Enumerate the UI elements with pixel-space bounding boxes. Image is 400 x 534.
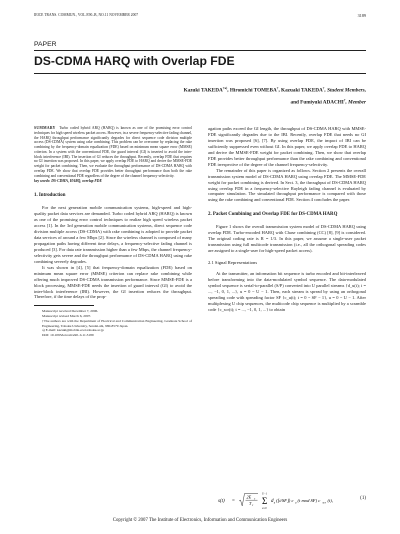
right-column: [208, 126, 366, 313]
sum-symbol: Σ: [262, 496, 268, 506]
footnote-rule: [34, 305, 94, 306]
paragraph: For the next generation mobile communication systems, high-speed and high-quality packet data services are demanded. Turbo coded hybrid ARQ (HARQ) is known as one of the promising error control techniques to realize high speed wireless packet access [1]. In the 3rd generation mobile communication systems, direct sequence code division multiple access (DS-CDMA) with rake combining is adopted to provide packet data services of around a few Mbps [2]. Since the wireless channel is composed of many propagation paths having different time delays, a frequency-selective fading channel is produced [3]. For data rate transmission higher than a few Mbps, the channel frequency-selectivity gets severe and the throughput performance of DS-CDMA HARQ using rake combining severely degrades.: [34, 205, 192, 264]
key-words: [34, 179, 192, 184]
eq-coef-den: T: [249, 501, 252, 507]
paragraph: It was shown in [4], [5] that frequency-domain equalization (FDE) based on minimum mean square error (MMSE) criterion can replace rake combining while offering much improved DS-CDMA transmission performance. Since MMSE-FDE is a block processing, MMSE-FDE needs the insertion of guard interval (GI) to avoid the inter-block interference (IBI). However, the GI insertion reduces the throughput. Therefore, if the time delays of the prop-: [34, 264, 192, 300]
summary-text: Turbo coded hybrid ARQ (HARQ) is known as one of the promising error control techniques for high speed wireless packet access. However, in a severe frequency-selective fading channel, the HARQ throughput performance significantly degrades for direct sequence code division multiple access (DS-CDMA) system using rake combining. This problem can be overcome by replacing the rake combining by the frequency-domain equalization (FDE) based on minimum mean square error (MMSE) criterion. In a system with the conventional FDE, the guard interval (GI) is inserted to avoid the inter-block interference (IBI). The insertion of GI reduces the throughput. Recently, overlap FDE that requires no GI insertion was proposed. In this paper, we apply overlap FDE to HARQ and derive the MMSE-FDE weight for packet combining. Then, we evaluate the throughput performance of DS-CDMA HARQ with overlap FDE. We show that overlap FDE provides better throughput performance than both the rake combining and conventional FDE regardless of the degree of the channel frequency-selectivity.: [34, 126, 192, 178]
section-heading: 2. Packet Combining and Overlap FDE for DS-CDMA HARQ: [208, 212, 338, 218]
author-block: [184, 84, 366, 107]
equation-graphic: [208, 490, 366, 512]
footnote-doi: DOI: 10.1093/ietcom/e90–b.11.3189: [42, 332, 94, 337]
footnote-revised: Manuscript revised March 6, 2007.: [42, 314, 92, 319]
author-name: Kazuki TAKEDA: [183, 87, 223, 94]
eq-term-tail: (t mod SF) c: [297, 498, 321, 503]
eq-coef-num: 2E: [246, 494, 252, 500]
author-sup: †: [343, 97, 346, 102]
paper-title: DS-CDMA HARQ with Overlap FDE: [34, 54, 235, 68]
author-role: , Student Members,: [324, 87, 366, 94]
footnote-affiliation: †The authors are with the Department of Electrical and Communication Engineering, Graduate School of Engineering, Tohoku University, Sendai-shi, 980-8579 Japan.: [42, 318, 192, 328]
eq-coef-den-sub: c: [252, 504, 254, 508]
section-heading: 1. Introduction: [34, 193, 66, 199]
eq-term-arg-sub: u: [295, 501, 297, 505]
eq-term-sub: u: [273, 501, 276, 505]
author-name: , Kazuaki TAKEDA: [278, 87, 323, 94]
footnote-email: a) E-mail: kazuki@mobile.ecei.tohoku.ac.jp: [42, 328, 104, 333]
eq-lhs: s(t): [218, 499, 225, 504]
paragraph: Figure 1 shows the overall transmission system model of DS-CDMA HARQ using overlap FDE. Turbo-encoded HARQ with Chase combining (CC) [8], [9] is considered. The original coding rate is R = 1/3. In this paper, we assume a single-user packet transmission using full multicode transmission (i.e., all the orthogonal spreading codes are assigned to a single-user for high-speed packet access).: [208, 224, 366, 254]
author-sup: †a): [222, 86, 228, 90]
eq-sum-bottom: u=0: [262, 507, 267, 510]
equation-1: [208, 490, 366, 512]
eq-term-end: (t),: [327, 498, 333, 503]
author-sup: †: [322, 86, 325, 90]
paragraph: At the transmitter, an information bit sequence is turbo encoded and bit-interleaved before transforming into the data-modulated symbol sequence. The data-modulated symbol sequence is serial-to-parallel (S/P) converted into U parallel streams {d_u(i); i = ..., −1, 0, 1, ...}, u = 0 ~ U − 1. Then, each stream is spread by using an orthogonal spreading code with spreading factor SF {c_u(t); t = 0 ~ SF − 1}, u = 0 ~ U − 1. After multiplexing U chip sequences, the multicode chip sequence is multiplied by a scramble code {c_scr(t); t = ..., −1, 0, 1, ...} to obtain: [208, 271, 366, 312]
journal-header: IEICE TRANS. COMMUN., VOL.E90–B, NO.11 NOVEMBER 2007: [34, 13, 139, 17]
key-words-label: key words:: [34, 179, 51, 184]
author-sup: †: [276, 86, 279, 90]
copyright-notice: Copyright © 2007 The Institute of Electronics, Information and Communication Engineers: [112, 518, 288, 523]
eq-sum-top: U−1: [262, 492, 268, 496]
page-number: 3189: [357, 13, 366, 18]
eq-term-tail-sub: scr: [322, 501, 326, 505]
key-words-text: DS-CDMA, HARQ, overlap FDE: [51, 179, 102, 184]
paragraph: The remainder of this paper is organized as follows. Section 2 presents the overall transmission system model of DS-CDMA HARQ using overlap FDE. The MMSE-FDE weight for packet combining is derived. In Sect. 3, the throughput of DS-CDMA HARQ using overlap FDE in a frequency-selective Rayleigh fading channel is evaluated by computer simulation. The simulated throughput performance is compared with those using the rake combining and conventional FDE. Section 4 concludes the paper.: [208, 167, 366, 203]
title-bottom-rule: [34, 73, 366, 74]
equation-number: (1): [360, 496, 366, 501]
title-top-rule: [34, 50, 366, 51]
author-name: and Fumiyuki ADACHI: [290, 99, 344, 106]
summary: [34, 126, 192, 178]
eq-term: d: [271, 499, 274, 504]
footnote-received: Manuscript received December 7, 2006.: [42, 309, 99, 314]
author-line-2: [184, 96, 366, 108]
author-role: , Member: [345, 99, 366, 106]
left-column: [34, 126, 192, 338]
author-line-1: [184, 84, 366, 96]
paragraph: agation paths exceed the GI length, the throughput of DS-CDMA HARQ with MMSE-FDE significantly degrades due to the IBI. Recently, overlap FDE that needs no GI insertion was proposed [6], [7]. By using overlap FDE, the impact of IBI can be sufficiently suppressed even without GI. In this paper, we apply overlap FDE to HARQ and derive the MMSE-FDE weight for packet combining. Then, we show that overlap FDE provides better throughput performance than the rake combining and conventional FDE irrespective of the degree of the channel frequency-selectivity.: [208, 126, 366, 167]
eq-term-arg: (⌊t/SF⌋) c: [276, 498, 294, 503]
author-name: , Hiromichi TOMEBA: [227, 87, 277, 94]
subsection-heading: 2.1 Signal Representations: [208, 260, 258, 266]
summary-label: SUMMARY: [34, 126, 56, 130]
paper-type-label: PAPER: [34, 41, 57, 48]
eq-coef-num-sub: c: [254, 497, 256, 501]
eq-equals: =: [232, 499, 235, 504]
